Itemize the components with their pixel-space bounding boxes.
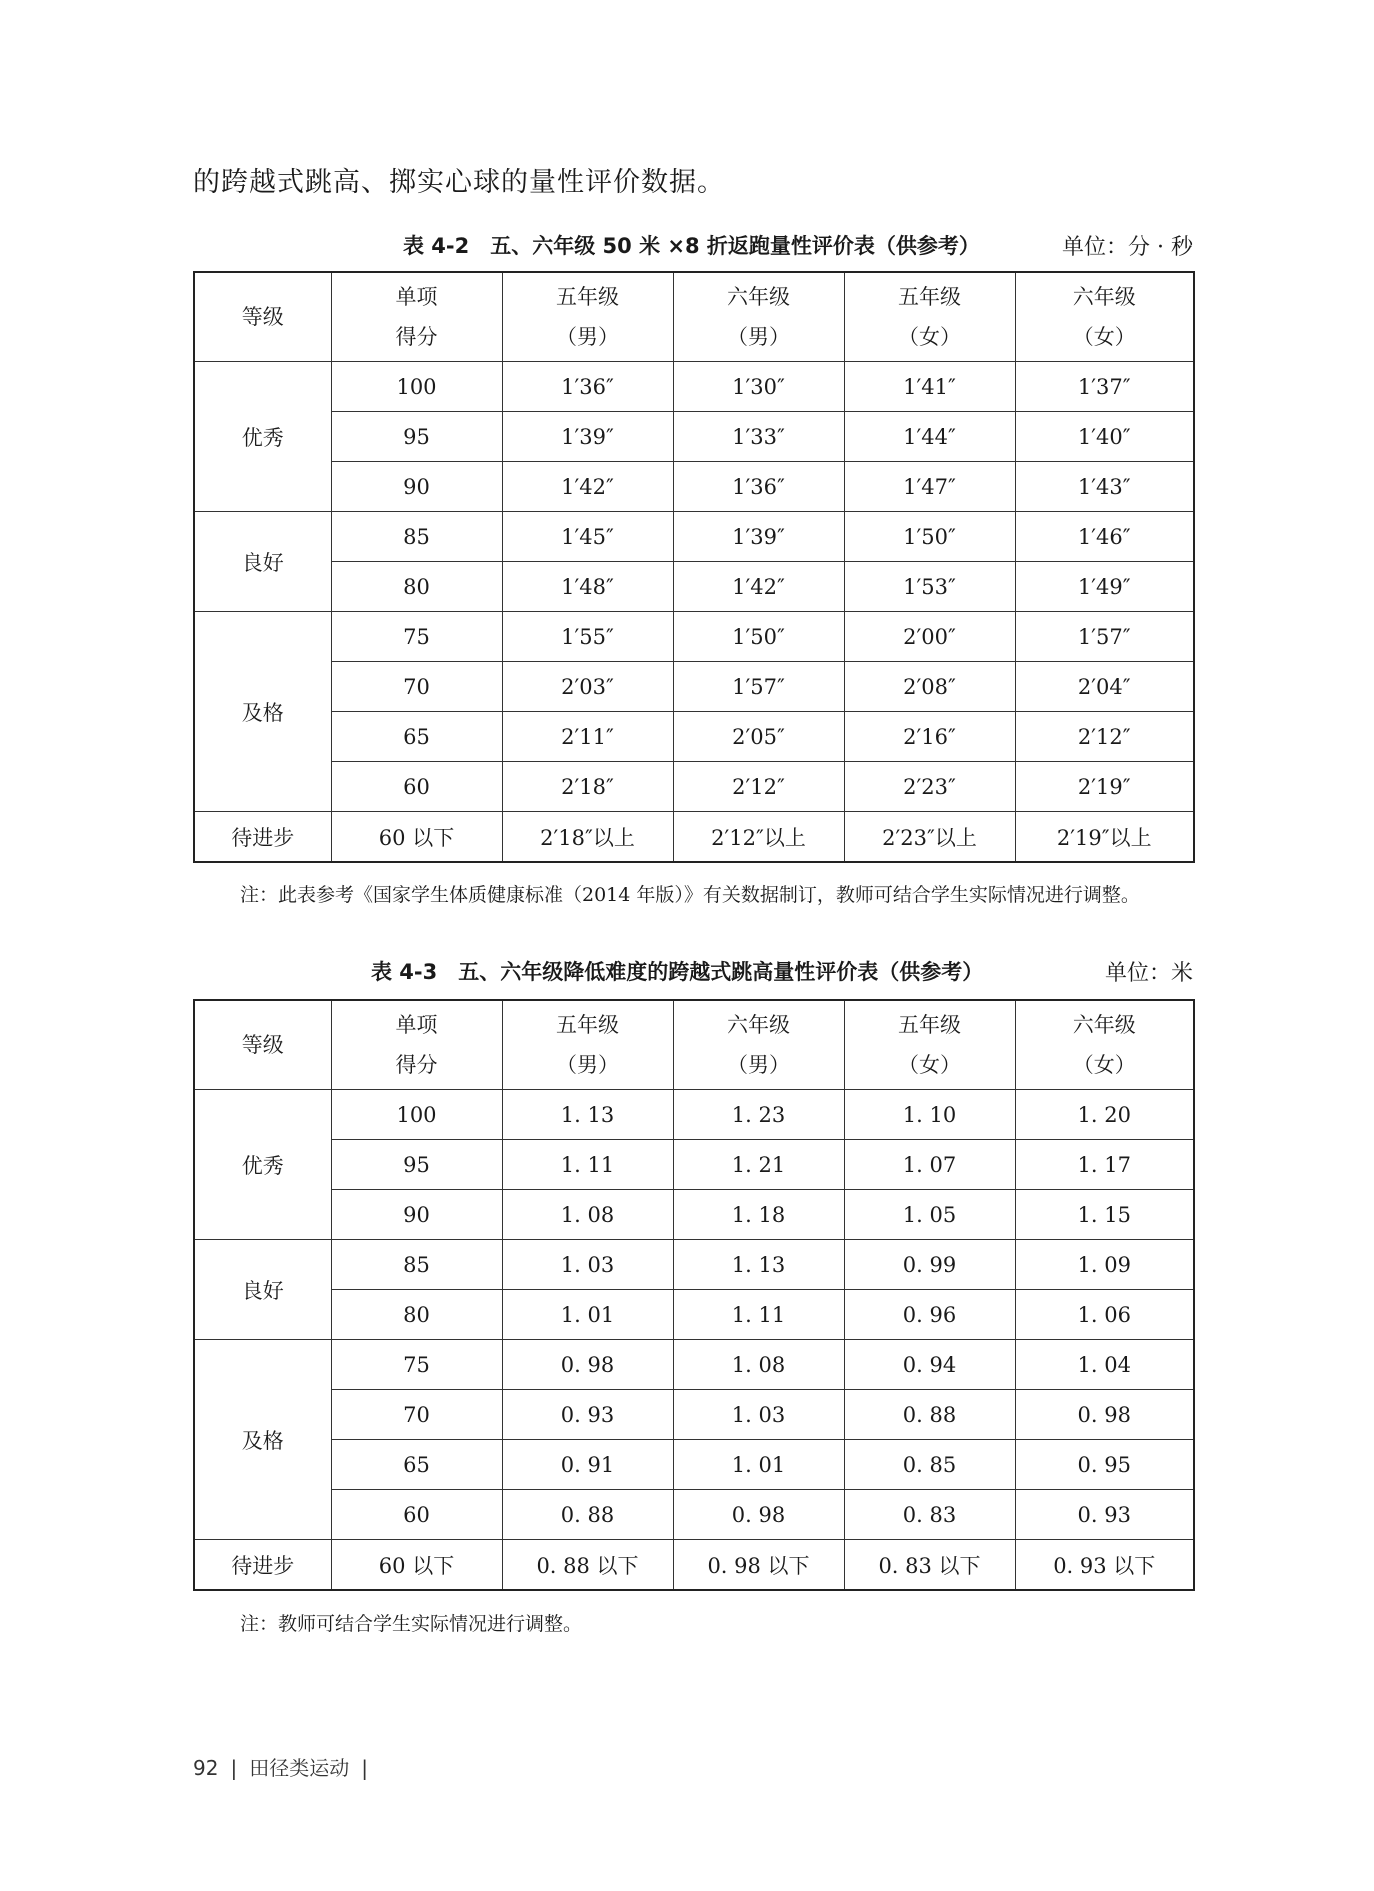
value-cell: 2′19″ <box>1015 762 1194 812</box>
value-cell: 1. 03 <box>502 1240 673 1290</box>
footer-separator: | <box>230 1756 238 1780</box>
table-row <box>194 362 1194 412</box>
value-cell: 1. 23 <box>673 1090 844 1140</box>
value-cell: 2′23″ <box>844 762 1015 812</box>
value-cell: 1. 17 <box>1015 1140 1194 1190</box>
value-cell: 1. 21 <box>673 1140 844 1190</box>
value-cell: 1. 06 <box>1015 1290 1194 1340</box>
value-cell: 1′55″ <box>502 612 673 662</box>
value-cell: 1. 20 <box>1015 1090 1194 1140</box>
header-grade: 等级 <box>194 1000 331 1090</box>
value-cell: 1′43″ <box>1015 462 1194 512</box>
value-cell: 0. 88 以下 <box>502 1540 673 1591</box>
value-cell: 2′05″ <box>673 712 844 762</box>
score-cell: 60 以下 <box>331 1540 502 1591</box>
footer-separator: | <box>361 1756 368 1780</box>
value-cell: 1′48″ <box>502 562 673 612</box>
value-cell: 1′49″ <box>1015 562 1194 612</box>
value-cell: 1′41″ <box>844 362 1015 412</box>
value-cell: 1′45″ <box>502 512 673 562</box>
value-cell: 0. 93 <box>1015 1490 1194 1540</box>
level-cell: 待进步 <box>194 812 331 863</box>
value-cell: 2′08″ <box>844 662 1015 712</box>
value-cell: 0. 95 <box>1015 1440 1194 1490</box>
score-cell: 80 <box>331 1290 502 1340</box>
value-cell: 1′53″ <box>844 562 1015 612</box>
level-cell: 及格 <box>194 1340 331 1540</box>
table-title: 表 4-3 五、六年级降低难度的跨越式跳高量性评价表（供参考） <box>371 960 984 984</box>
evaluation-table-shuttle-run <box>193 271 1195 863</box>
value-cell: 1′40″ <box>1015 412 1194 462</box>
value-cell: 0. 94 <box>844 1340 1015 1390</box>
score-cell: 75 <box>331 612 502 662</box>
table-caption <box>193 950 1193 990</box>
value-cell: 1′50″ <box>673 612 844 662</box>
level-cell: 优秀 <box>194 1090 331 1240</box>
score-cell: 95 <box>331 412 502 462</box>
level-cell: 待进步 <box>194 1540 331 1591</box>
chapter-title: 田径类运动 <box>249 1756 350 1780</box>
value-cell: 1′37″ <box>1015 362 1194 412</box>
value-cell: 1′33″ <box>673 412 844 462</box>
level-cell: 良好 <box>194 1240 331 1340</box>
table-row <box>194 712 1194 762</box>
table-row <box>194 762 1194 812</box>
value-cell: 2′16″ <box>844 712 1015 762</box>
value-cell: 0. 93 以下 <box>1015 1540 1194 1591</box>
value-cell: 2′12″以上 <box>673 812 844 863</box>
table-caption <box>193 224 1193 264</box>
value-cell: 1′57″ <box>1015 612 1194 662</box>
score-cell: 90 <box>331 462 502 512</box>
value-cell: 1. 18 <box>673 1190 844 1240</box>
table-row <box>194 512 1194 562</box>
value-cell: 1. 11 <box>502 1140 673 1190</box>
score-cell: 60 以下 <box>331 812 502 863</box>
value-cell: 0. 96 <box>844 1290 1015 1340</box>
header-grade5-male: 五年级 （男） <box>502 1000 673 1090</box>
header-grade: 等级 <box>194 272 331 362</box>
score-cell: 85 <box>331 1240 502 1290</box>
value-cell: 2′03″ <box>502 662 673 712</box>
value-cell: 0. 98 <box>673 1490 844 1540</box>
value-cell: 0. 91 <box>502 1440 673 1490</box>
score-cell: 75 <box>331 1340 502 1390</box>
value-cell: 1′39″ <box>673 512 844 562</box>
page-footer <box>193 1752 380 1781</box>
value-cell: 0. 99 <box>844 1240 1015 1290</box>
value-cell: 2′12″ <box>673 762 844 812</box>
value-cell: 0. 83 <box>844 1490 1015 1540</box>
value-cell: 1′47″ <box>844 462 1015 512</box>
value-cell: 0. 88 <box>844 1390 1015 1440</box>
header-grade6-female: 六年级 （女） <box>1015 1000 1194 1090</box>
level-cell: 良好 <box>194 512 331 612</box>
value-cell: 2′19″以上 <box>1015 812 1194 863</box>
header-grade5-female: 五年级 （女） <box>844 1000 1015 1090</box>
value-cell: 2′04″ <box>1015 662 1194 712</box>
score-cell: 95 <box>331 1140 502 1190</box>
value-cell: 1. 11 <box>673 1290 844 1340</box>
value-cell: 1. 05 <box>844 1190 1015 1240</box>
level-cell: 优秀 <box>194 362 331 512</box>
value-cell: 1′30″ <box>673 362 844 412</box>
value-cell: 2′18″ <box>502 762 673 812</box>
value-cell: 1. 13 <box>502 1090 673 1140</box>
table-row <box>194 662 1194 712</box>
score-cell: 85 <box>331 512 502 562</box>
value-cell: 0. 93 <box>502 1390 673 1440</box>
value-cell: 0. 88 <box>502 1490 673 1540</box>
header-grade6-male: 六年级 （男） <box>673 1000 844 1090</box>
value-cell: 0. 98 <box>1015 1390 1194 1440</box>
value-cell: 2′11″ <box>502 712 673 762</box>
value-cell: 1. 01 <box>673 1440 844 1490</box>
value-cell: 1. 07 <box>844 1140 1015 1190</box>
score-cell: 90 <box>331 1190 502 1240</box>
value-cell: 1. 13 <box>673 1240 844 1290</box>
value-cell: 1. 08 <box>673 1340 844 1390</box>
score-cell: 70 <box>331 1390 502 1440</box>
value-cell: 1. 15 <box>1015 1190 1194 1240</box>
value-cell: 1. 01 <box>502 1290 673 1340</box>
table-row <box>194 1190 1194 1240</box>
value-cell: 1′36″ <box>673 462 844 512</box>
value-cell: 1′50″ <box>844 512 1015 562</box>
level-cell: 及格 <box>194 612 331 812</box>
header-grade5-male: 五年级 （男） <box>502 272 673 362</box>
page-number: 92 <box>193 1756 219 1780</box>
table-row <box>194 562 1194 612</box>
table-title: 表 4-2 五、六年级 50 米 ×8 折返跑量性评价表（供参考） <box>403 234 980 258</box>
table-row <box>194 1490 1194 1540</box>
evaluation-table-high-jump <box>193 999 1195 1591</box>
table-row <box>194 1240 1194 1290</box>
header-score: 单项 得分 <box>331 272 502 362</box>
table-unit: 单位：分 · 秒 <box>1062 235 1193 260</box>
value-cell: 1. 10 <box>844 1090 1015 1140</box>
value-cell: 1′36″ <box>502 362 673 412</box>
value-cell: 2′23″以上 <box>844 812 1015 863</box>
table-row <box>194 462 1194 512</box>
table-row <box>194 1090 1194 1140</box>
table-row <box>194 812 1194 863</box>
score-cell: 70 <box>331 662 502 712</box>
value-cell: 2′18″以上 <box>502 812 673 863</box>
header-grade5-female: 五年级 （女） <box>844 272 1015 362</box>
value-cell: 0. 85 <box>844 1440 1015 1490</box>
score-cell: 65 <box>331 1440 502 1490</box>
value-cell: 1. 09 <box>1015 1240 1194 1290</box>
score-cell: 80 <box>331 562 502 612</box>
value-cell: 1. 03 <box>673 1390 844 1440</box>
score-cell: 100 <box>331 362 502 412</box>
score-cell: 60 <box>331 762 502 812</box>
table-header-row <box>194 272 1194 362</box>
table-note: 注：此表参考《国家学生体质健康标准（2014 年版）》有关数据制订，教师可结合学生实际情况进行调整。 <box>240 884 1140 906</box>
value-cell: 1′39″ <box>502 412 673 462</box>
value-cell: 1′42″ <box>502 462 673 512</box>
header-score: 单项 得分 <box>331 1000 502 1090</box>
value-cell: 1′46″ <box>1015 512 1194 562</box>
header-grade6-male: 六年级 （男） <box>673 272 844 362</box>
value-cell: 1′57″ <box>673 662 844 712</box>
value-cell: 2′00″ <box>844 612 1015 662</box>
value-cell: 1. 04 <box>1015 1340 1194 1390</box>
score-cell: 65 <box>331 712 502 762</box>
value-cell: 1. 08 <box>502 1190 673 1240</box>
table-row <box>194 1140 1194 1190</box>
value-cell: 0. 98 <box>502 1340 673 1390</box>
header-grade6-female: 六年级 （女） <box>1015 272 1194 362</box>
table-unit: 单位：米 <box>1104 961 1193 986</box>
table-row <box>194 1540 1194 1591</box>
value-cell: 0. 98 以下 <box>673 1540 844 1591</box>
score-cell: 100 <box>331 1090 502 1140</box>
table-row <box>194 412 1194 462</box>
value-cell: 0. 83 以下 <box>844 1540 1015 1591</box>
intro-paragraph: 的跨越式跳高、掷实心球的量性评价数据。 <box>193 167 725 198</box>
value-cell: 2′12″ <box>1015 712 1194 762</box>
value-cell: 1′42″ <box>673 562 844 612</box>
table-header-row <box>194 1000 1194 1090</box>
table-row <box>194 612 1194 662</box>
value-cell: 1′44″ <box>844 412 1015 462</box>
table-row <box>194 1390 1194 1440</box>
table-note: 注：教师可结合学生实际情况进行调整。 <box>240 1613 583 1635</box>
table-row <box>194 1340 1194 1390</box>
score-cell: 60 <box>331 1490 502 1540</box>
table-row <box>194 1440 1194 1490</box>
table-row <box>194 1290 1194 1340</box>
